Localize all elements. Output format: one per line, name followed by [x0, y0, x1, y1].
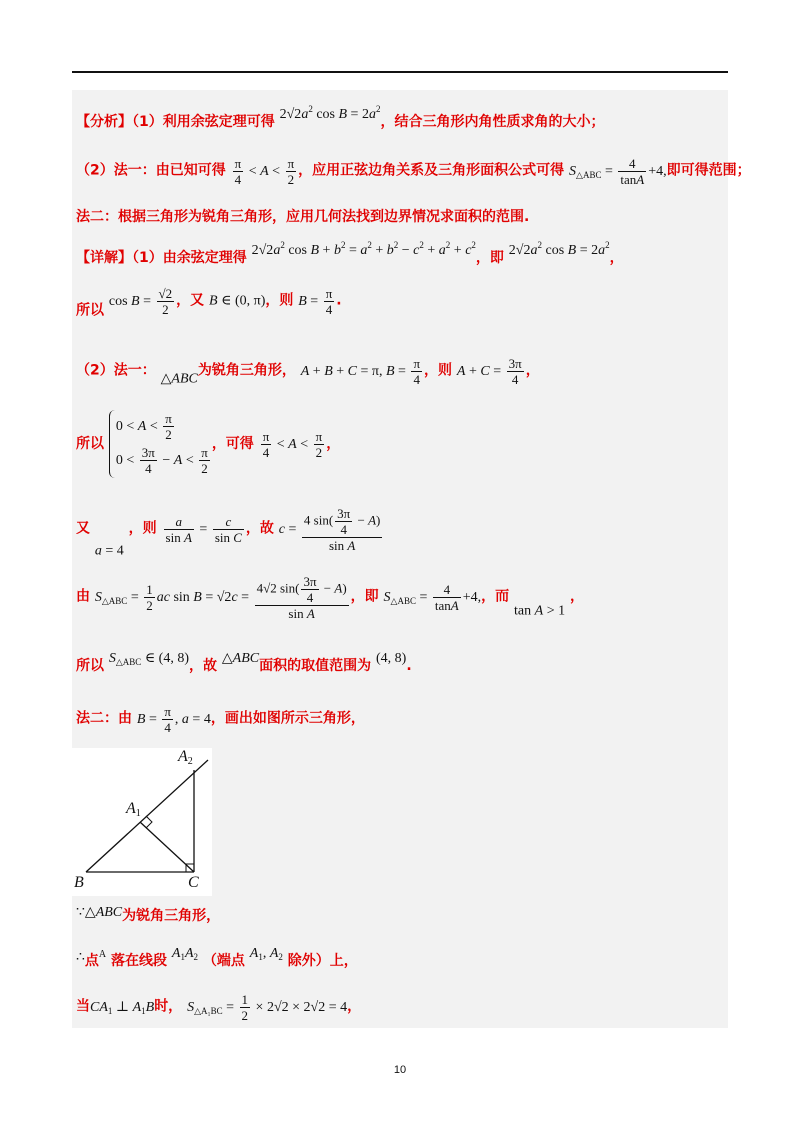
analysis-line-1 — [76, 104, 604, 131]
method1-line-4 — [76, 574, 584, 621]
detail-text-1-mid: ，即 — [475, 250, 504, 266]
label-A1: A1 — [126, 800, 141, 819]
method2-text-1b: ，画出如图所示三角形， — [210, 710, 365, 727]
formula-sine-law: $\frac{a}{\text{sin A}}$ = $\frac{c}{\text{sin C}}$ — [165, 514, 242, 545]
formula-angle-sum: A + B + C = π, B = $\frac{\pi}{4}$ — [300, 356, 421, 387]
method1-text-1d: ， — [525, 362, 540, 379]
formula-A-range: $\frac{\pi}{4}$ < A < $\frac{\pi}{2}$ — [262, 429, 323, 461]
method2-text-3d: 除外）上， — [287, 953, 358, 969]
formula-c-expression: c = 4 sin( $\frac{3\pi}{4}$ − A) sin A — [278, 506, 381, 553]
page-number: 10 — [393, 1064, 407, 1076]
method1-text-3a: 又 — [76, 520, 90, 537]
detail-tag: 【详解】 — [76, 250, 132, 266]
detail-line-1 — [76, 240, 624, 267]
analysis-text-2: （2）法一：由已知可得 — [76, 162, 226, 179]
formula-triangle-ABC-2: △ABC — [221, 651, 260, 666]
formula-A-plus-C: A + C = $\frac{3\pi}{4}$ — [456, 356, 522, 387]
detail-text-2b: ，又 — [176, 292, 205, 309]
formula-tanA-range: tan A > 1 — [514, 603, 566, 619]
method2-text-3a: 点 — [84, 953, 99, 969]
method2-text-4c: ， — [347, 998, 362, 1015]
method1-text-1c: ，则 — [424, 362, 453, 379]
therefore-symbol: ∴ — [76, 950, 85, 965]
header-rule — [72, 71, 728, 73]
method1-line-3 — [76, 506, 384, 560]
formula-endpoints: $A_1$, $A_2$ — [249, 946, 283, 962]
formula-B-interval: B ∈ (0, π) — [209, 293, 266, 309]
detail-text-2c: ，则 — [265, 292, 294, 309]
formula-because-triangle: ∵△ABC — [76, 905, 123, 920]
detail-text-2a: 所以 — [76, 302, 104, 319]
detail-text-1: （1）由余弦定理得 — [132, 250, 247, 266]
method1-text-5c: 面积的取值范围为 — [259, 658, 372, 674]
formula-cos-relation-2: $2√2a^2$ $\cos B = 2a^2$ — [508, 240, 610, 258]
method1-text-3b: ，则 — [128, 520, 157, 537]
analysis-line-2 — [76, 156, 751, 187]
method2-text-4a: 当 — [76, 998, 90, 1015]
label-B: B — [74, 874, 84, 891]
formula-area-derivation: $S_{\triangle ABC}$ = $\frac{1}{2}$ ac sin B = √2c = 4√2 sin( $\frac{3\pi}{4}$ − A) sin A — [94, 574, 347, 621]
formula-area-expression: $S_{\triangle ABC}$ = $\frac{4}{\tan A}$ +4, — [569, 156, 667, 187]
analysis-line-3: 法二：根据三角形为锐角三角形，应用几何法找到边界情况求面积的范围. — [76, 209, 530, 225]
method2-line-1 — [76, 704, 365, 735]
formula-triangle-ABC: △ABC — [160, 371, 198, 387]
formula-boundary-area: $S_{\triangle A_1BC}$ = $\frac{1}{2}$ × 2√2 × 2√2 = 4 — [187, 992, 348, 1023]
formula-angle-range: $\frac{\pi}{4}$ < A < $\frac{\pi}{2}$ — [234, 156, 295, 187]
detail-line-2 — [76, 286, 342, 320]
formula-range-answer: (4, 8) — [375, 651, 407, 666]
analysis-text-2-end: 即可得范围； — [666, 162, 751, 179]
method1-text-4c: ，而 — [481, 588, 510, 605]
method1-line-5 — [76, 650, 412, 675]
formula-segment-A1A2: $A_1A_2$ — [171, 946, 199, 962]
method2-text-2b: 为锐角三角形， — [122, 908, 221, 924]
formula-cosine-law: $2√2a^2$ $\cos B + b^2 = a^2 + b^2 - c^2 + a^2 + c^2$ — [251, 240, 476, 258]
formula-cos-relation: $2√2a^2$ $\cos B = 2a^2$ — [279, 104, 381, 122]
method1-text-4d: ， — [569, 588, 584, 605]
method1-text-2b: ，可得 — [211, 436, 254, 452]
analysis-text-1-end: ，结合三角形内角性质求角的大小； — [380, 114, 605, 130]
analysis-tag: 【分析】 — [76, 114, 132, 130]
formula-area-interval: $S_{\triangle ABC}$ ∈ (4, 8) — [108, 651, 189, 667]
method2-line-4 — [76, 992, 361, 1023]
method2-text-3b: 落在线段 — [111, 953, 168, 969]
method1-text-2a: 所以 — [76, 436, 104, 452]
method1-text-1a: （2）法一： — [76, 362, 156, 379]
analysis-text-2-mid: ，应用正弦边角关系及三角形面积公式可得 — [298, 162, 565, 179]
method1-line-1 — [76, 356, 540, 388]
detail-text-1-end: ， — [609, 250, 624, 266]
method1-text-3c: ，故 — [245, 520, 274, 537]
detail-text-2d: . — [336, 292, 342, 309]
formula-B-value: B = $\frac{\pi}{4}$ — [298, 286, 333, 317]
formula-perpendicular: $CA_1$ ⊥ $A_1B$ — [90, 999, 155, 1016]
method2-line-3 — [76, 946, 358, 970]
method1-text-5a: 所以 — [76, 658, 104, 674]
formula-inequality-system: 0 < A < $\frac{\pi}{2}$ 0 < $\frac{3\pi}{4}$ − A < $\frac{\pi}{2}$ — [109, 410, 212, 478]
method1-text-5b: ，故 — [189, 658, 217, 674]
label-A2: A2 — [178, 748, 193, 767]
method2-text-1a: 法二：由 — [76, 710, 132, 727]
point-A-label: A — [98, 949, 107, 960]
method1-text-2c: ， — [326, 436, 341, 452]
analysis-text-1: （1）利用余弦定理可得 — [132, 114, 275, 130]
method2-text-3c: （端点 — [202, 953, 245, 969]
method1-text-4a: 由 — [76, 588, 90, 605]
triangle-figure — [72, 748, 212, 896]
method2-text-4b: 时， — [154, 998, 183, 1015]
method1-line-2 — [76, 410, 340, 478]
method2-line-2 — [76, 904, 220, 925]
formula-a-value: a = 4 — [94, 543, 124, 559]
formula-cosB-value: cos B = $\frac{√2}{2}$ — [108, 286, 173, 317]
formula-area-tan: $S_{\triangle ABC}$ = $\frac{4}{\tan A}$ +4, — [383, 582, 482, 613]
method1-text-4b: ，即 — [350, 588, 379, 605]
formula-given-values: B = $\frac{\pi}{4}$ , a = 4 — [136, 704, 211, 735]
method1-text-1b: 为锐角三角形， — [197, 362, 296, 379]
method1-text-5d: . — [406, 658, 412, 674]
label-C: C — [188, 874, 199, 891]
